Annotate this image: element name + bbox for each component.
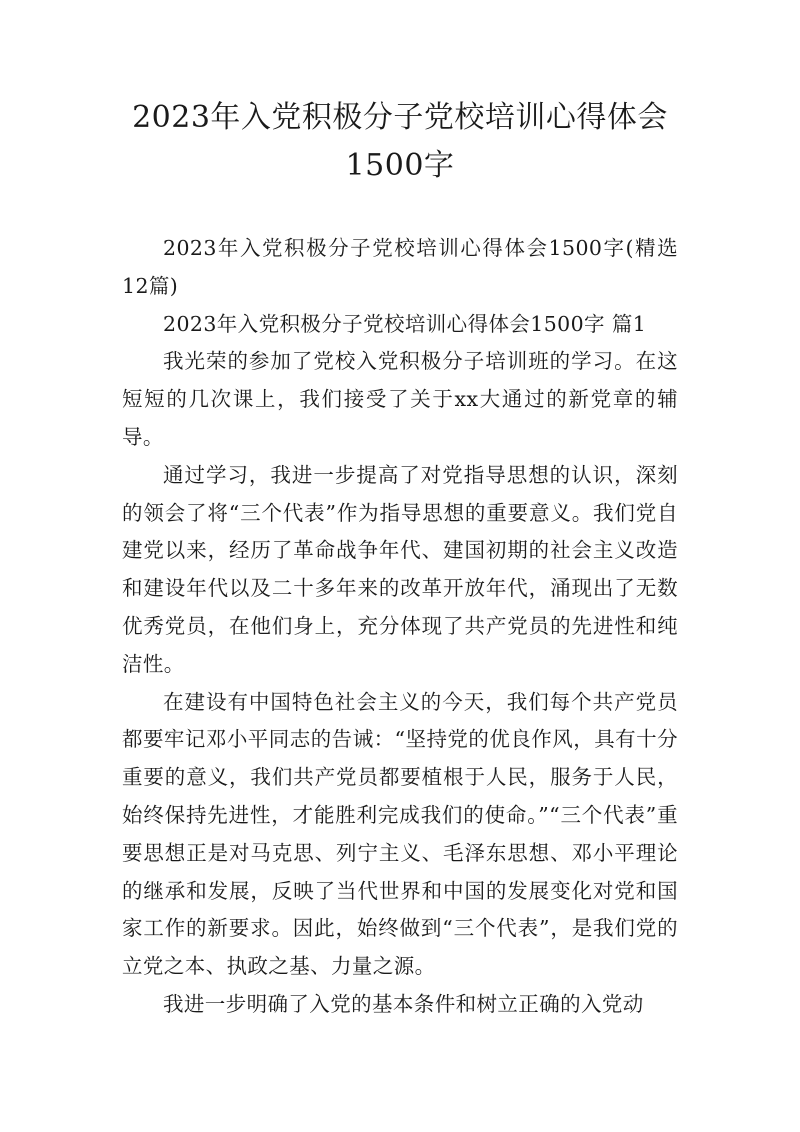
document-title: [100, 94, 700, 190]
paragraph-section-heading: 2023年入党积极分子党校培训心得体会1500字 篇1: [163, 311, 647, 336]
paragraph-subtitle: 2023年入党积极分子党校培训心得体会1500字(精选12篇): [122, 236, 678, 298]
title-line-1: 2023年入党积极分子党校培训心得体会: [132, 100, 668, 135]
paragraph: 我光荣的参加了党校入党积极分子培训班的学习。在这短短的几次课上，我们接受了关于xx大通过的新党章的辅导。: [122, 349, 678, 449]
paragraph: 通过学习，我进一步提高了对党指导思想的认识，深刻的领会了将“三个代表”作为指导思想的重要意义。我们党自建党以来，经历了革命战争年代、建国初期的社会主义改造和建设年代以及二十多年来的改革开放年代，涌现出了无数优秀党员，在他们身上，充分体现了共产党员的先进性和纯洁性。: [122, 462, 678, 676]
title-line-2: 1500字: [345, 148, 455, 183]
document-body: [122, 230, 678, 1024]
paragraph: 在建设有中国特色社会主义的今天，我们每个共产党员都要牢记邓小平同志的告诫：“坚持党的优良作风，具有十分重要的意义，我们共产党员都要植根于人民，服务于人民，始终保持先进性，才能胜利完成我们的使命。”“三个代表”重要思想正是对马克思、列宁主义、毛泽东思想、邓小平理论的继承和发展，反映了当代世界和中国的发展变化对党和国家工作的新要求。因此，始终做到“三个代表”，是我们党的立党之本、执政之基、力量之源。: [122, 689, 678, 979]
paragraph: 我进一步明确了入党的基本条件和树立正确的入党动: [163, 991, 644, 1016]
